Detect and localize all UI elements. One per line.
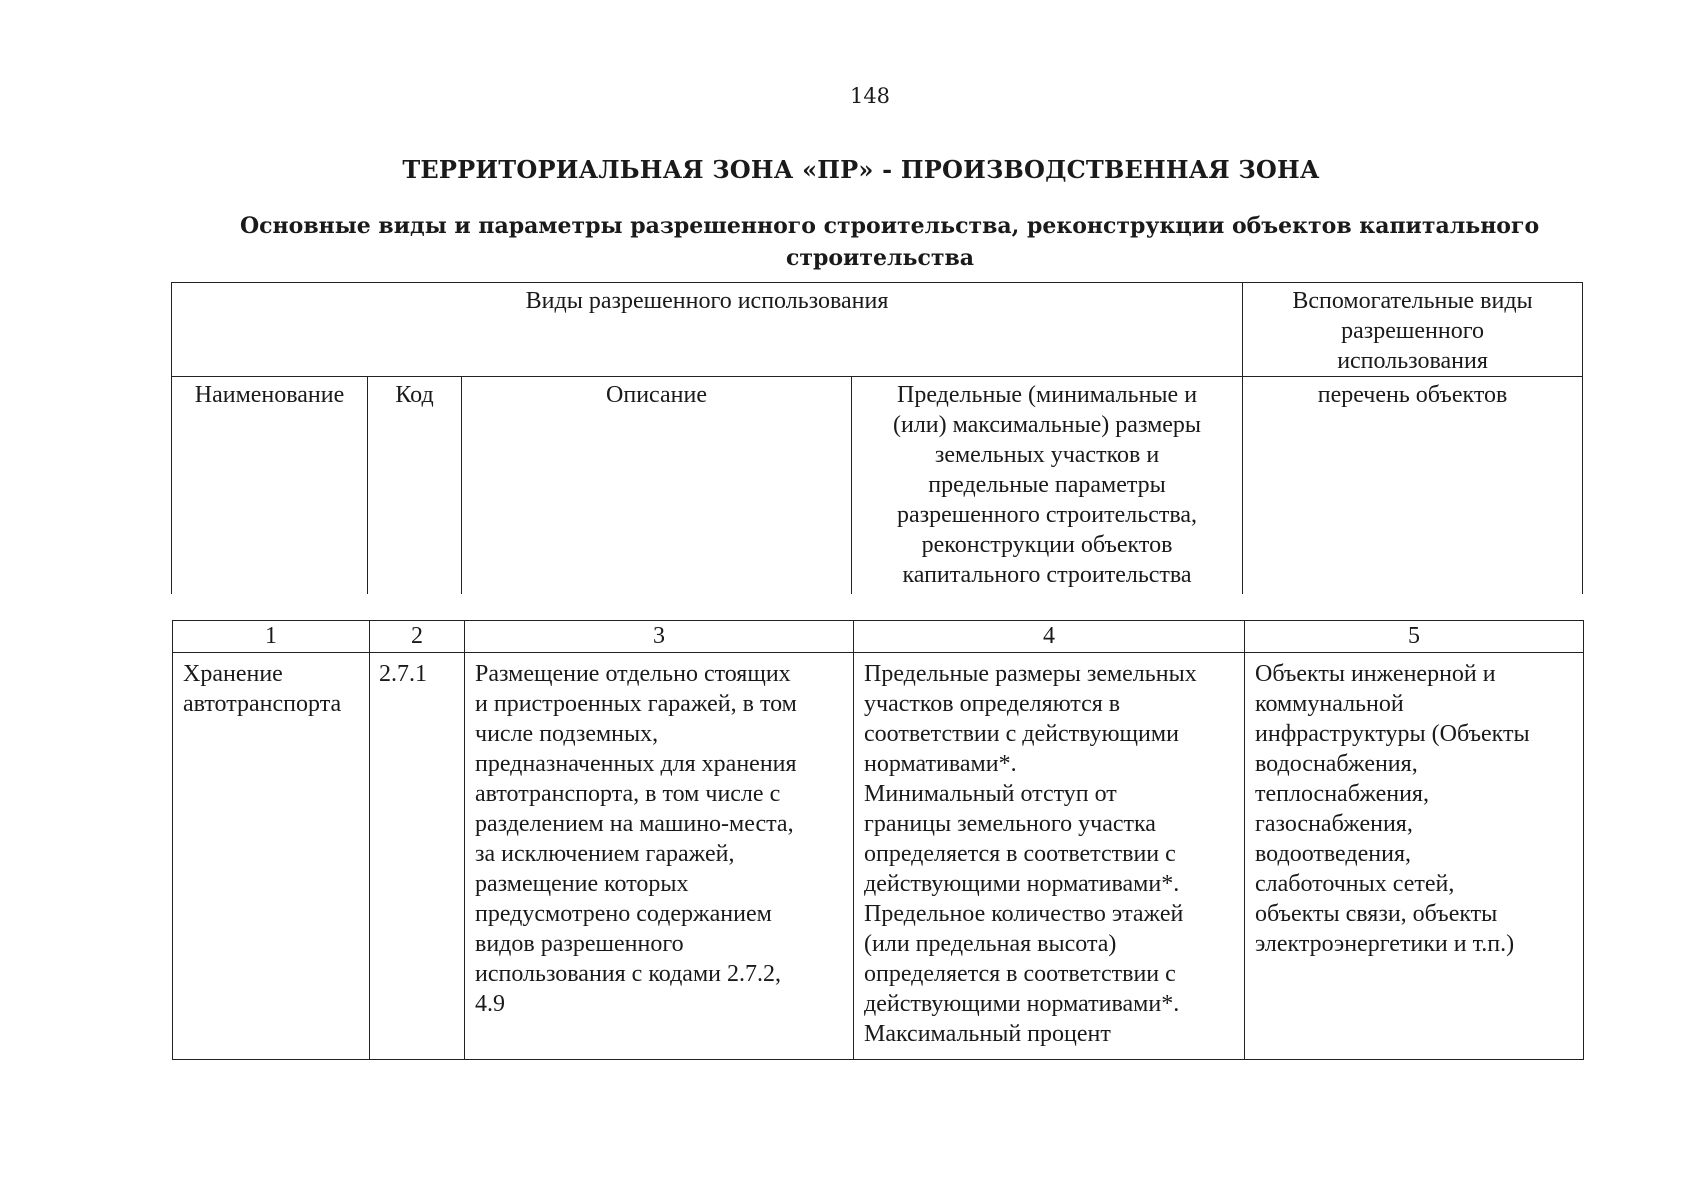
column-number: 1	[173, 621, 370, 653]
cell-line: Размещение отдельно стоящих	[475, 661, 791, 687]
header-line: Вспомогательные виды	[1292, 288, 1533, 314]
header-table	[171, 282, 1583, 594]
cell-line: автотранспорта	[183, 691, 342, 717]
header-name: Наименование	[172, 377, 368, 595]
cell-line: разделением на машино-места,	[475, 811, 794, 837]
cell-line: (или предельная высота)	[864, 931, 1117, 957]
cell-line: соответствии с действующими	[864, 721, 1179, 747]
cell-line: числе подземных,	[475, 721, 659, 747]
cell-line: водоснабжения,	[1255, 751, 1418, 777]
cell-line: газоснабжения,	[1255, 811, 1413, 837]
header-description: Описание	[462, 377, 852, 595]
cell-line: за исключением гаражей,	[475, 841, 735, 867]
header-line: земельных участков и	[934, 442, 1160, 468]
table-row	[173, 653, 1584, 1060]
cell-line: объекты связи, объекты	[1255, 901, 1498, 927]
header-line: реконструкции объектов	[921, 532, 1173, 558]
cell-line: определяется в соответствии с	[864, 841, 1176, 867]
cell-line: размещение которых	[475, 871, 689, 897]
data-table	[172, 620, 1584, 1060]
cell-line: электроэнергетики и т.п.)	[1255, 931, 1515, 957]
cell-line: определяется в соответствии с	[864, 961, 1176, 987]
column-number: 5	[1245, 621, 1584, 653]
page-number: 148	[849, 84, 891, 108]
cell-line: водоотведения,	[1255, 841, 1411, 867]
cell-line: Минимальный отступ от	[864, 781, 1117, 807]
header-aux-list: перечень объектов	[1243, 377, 1583, 595]
header-line: использования	[1337, 348, 1488, 374]
header-line: (или) максимальные) размеры	[892, 412, 1202, 438]
cell-code: 2.7.1	[370, 653, 465, 1060]
column-number: 2	[370, 621, 465, 653]
header-line: предельные параметры	[928, 472, 1166, 498]
cell-line: предусмотрено содержанием	[475, 901, 772, 927]
cell-name	[173, 653, 370, 1060]
header-group-aux	[1243, 283, 1583, 377]
cell-line: действующими нормативами*.	[864, 991, 1180, 1017]
cell-params	[854, 653, 1245, 1060]
header-line: капитального строительства	[902, 562, 1192, 588]
zone-title: ТЕРРИТОРИАЛЬНАЯ ЗОНА «ПР» - ПРОИЗВОДСТВЕННАЯ ЗОНА	[402, 155, 1320, 184]
cell-line: Объекты инженерной и	[1255, 661, 1496, 687]
cell-aux-objects	[1245, 653, 1584, 1060]
cell-description	[465, 653, 854, 1060]
cell-line: использования с кодами 2.7.2,	[475, 961, 781, 987]
header-line: Предельные (минимальные и	[896, 382, 1198, 408]
cell-line: участков определяются в	[864, 691, 1121, 717]
header-params	[852, 377, 1243, 595]
subtitle-line: строительства	[785, 245, 975, 271]
column-number-row	[173, 621, 1584, 653]
cell-line: теплоснабжения,	[1255, 781, 1429, 807]
cell-line: границы земельного участка	[864, 811, 1156, 837]
header-group-main: Виды разрешенного использования	[172, 283, 1243, 377]
cell-line: действующими нормативами*.	[864, 871, 1180, 897]
cell-line: предназначенных для хранения	[475, 751, 797, 777]
cell-line: Предельные размеры земельных	[864, 661, 1197, 687]
subtitle-line: Основные виды и параметры разрешенного строительства, реконструкции объектов капитального	[240, 213, 1540, 239]
cell-line: слаботочных сетей,	[1255, 871, 1455, 897]
cell-line: и пристроенных гаражей, в том	[475, 691, 797, 717]
column-number: 4	[854, 621, 1245, 653]
header-line: разрешенного строительства,	[897, 502, 1198, 528]
cell-line: 4.9	[475, 991, 505, 1017]
cell-line: инфраструктуры (Объекты	[1255, 721, 1530, 747]
header-line: разрешенного	[1341, 318, 1484, 344]
cell-line: нормативами*.	[864, 751, 1017, 777]
cell-line: Максимальный процент	[864, 1021, 1111, 1047]
cell-line: Хранение	[183, 661, 283, 687]
cell-line: видов разрешенного	[475, 931, 684, 957]
section-subtitle	[240, 210, 1540, 274]
cell-line: Предельное количество этажей	[864, 901, 1184, 927]
column-number: 3	[465, 621, 854, 653]
header-code: Код	[368, 377, 462, 595]
cell-line: коммунальной	[1255, 691, 1404, 717]
cell-line: автотранспорта, в том числе с	[475, 781, 781, 807]
